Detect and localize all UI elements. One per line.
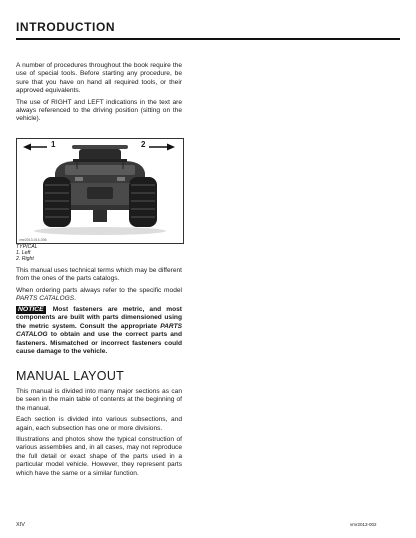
header-rule bbox=[16, 38, 400, 40]
right-arrow-icon bbox=[149, 144, 175, 151]
notice-parts-catalog: PARTS CATALOG bbox=[16, 322, 182, 339]
terms-block bbox=[16, 267, 182, 304]
terms-p2-prefix: When ordering parts always refer to the specific model bbox=[16, 286, 182, 294]
notice-text-b: to obtain and use the correct parts and fasteners. Mismatched or incorrect fasteners could cause damage to the vehicle. bbox=[16, 331, 182, 356]
notice-block bbox=[16, 306, 182, 356]
layout-paragraph-2: Each section is divided into various subsections, and again, each subsection has one or more divisions. bbox=[16, 416, 182, 432]
intro-paragraph-2: The use of RIGHT and LEFT indications in the text are always referenced to the driving position (sitting on the vehicle). bbox=[16, 98, 182, 123]
arrow-label-left: 1 bbox=[51, 140, 56, 149]
layout-paragraph-1: This manual is divided into many major sections as can be seen in the main table of contents at the beginning of the manual. bbox=[16, 388, 182, 412]
atv-rear-illustration bbox=[17, 139, 183, 243]
terms-p2-suffix: . bbox=[74, 295, 76, 303]
page-number: XIV bbox=[16, 522, 25, 528]
arrow-label-right: 2 bbox=[141, 140, 146, 149]
figure-code: vmr2013-014-006 bbox=[19, 238, 47, 242]
layout-paragraph-3: Illustrations and photos show the typical construction of various assemblies and, in all cases, may not reproduce the full detail or exact shape of the parts used in a particular model vehicle. However, they represent parts which have the same or a similar function. bbox=[16, 436, 182, 477]
manual-layout-heading: MANUAL LAYOUT bbox=[16, 369, 125, 383]
intro-paragraph-1: A number of procedures throughout the book require the use of special tools. Before starting any procedure, be sure that you have on hand all required tools, or their approved equivalents. bbox=[16, 62, 182, 95]
notice-badge: NOTICE bbox=[18, 306, 44, 313]
page-title: INTRODUCTION bbox=[16, 20, 116, 34]
intro-block bbox=[16, 62, 182, 124]
caption-title: TYPICAL bbox=[16, 244, 38, 250]
terms-paragraph-2 bbox=[16, 287, 182, 304]
left-arrow-icon bbox=[23, 144, 47, 151]
caption-item-right: 2. Right bbox=[16, 256, 34, 262]
document-code: vmr2013-002 bbox=[350, 522, 377, 527]
parts-catalogs-ref: PARTS CATALOGS bbox=[16, 295, 75, 303]
figure-caption bbox=[16, 244, 182, 262]
caption-item-left: 1. Left bbox=[16, 250, 31, 256]
atv-rear-figure bbox=[16, 138, 184, 244]
manual-layout-block bbox=[16, 388, 182, 478]
notice-text bbox=[16, 306, 182, 356]
notice-text-a: Most fasteners are metric, and most components are built with parts dimensioned using the metric system. Consult the appropriate bbox=[16, 306, 182, 330]
terms-paragraph-1: This manual uses technical terms which may be different from the ones of the parts catalogs. bbox=[16, 267, 182, 283]
